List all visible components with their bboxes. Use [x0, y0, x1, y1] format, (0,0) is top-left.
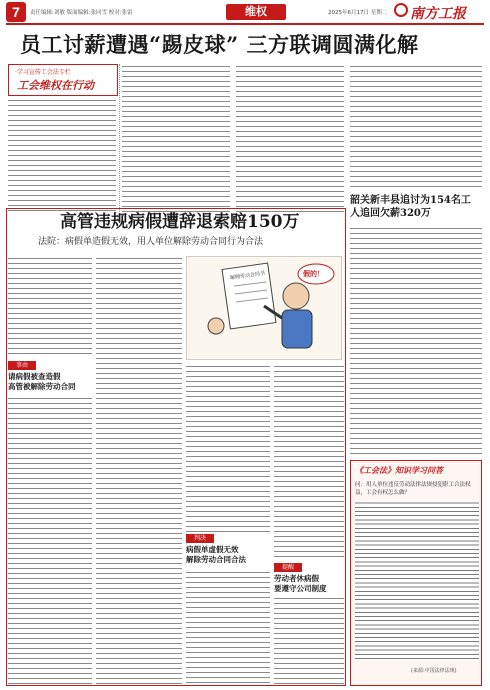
feature-col2-text [96, 256, 182, 684]
issue-date: 2025年6月17日 星期二 [328, 10, 388, 16]
page-number: 7 [12, 4, 20, 20]
judgment-tag-label: 判决 [193, 535, 206, 542]
right-story-body-text [350, 226, 482, 456]
right-story [350, 194, 482, 220]
top-col4-body-text [350, 64, 482, 190]
section-label: 维权 [245, 5, 267, 18]
page-number-badge [6, 2, 26, 22]
case-tag-label: 事由 [15, 362, 28, 369]
column-sidebar [8, 64, 118, 96]
main-headline: 员工讨薪遭遇“踢皮球” 三方联调圆满化解 [20, 32, 419, 57]
qa-box-question: 问：用人单位违反劳动法律法规侵犯职工合法权益，工会有权怎么做？ [355, 482, 471, 496]
feature-col3-text-a [186, 364, 270, 532]
column-title: 工会维权在行动 [17, 79, 94, 92]
feature-headline: 高管违规病假遭辞退索赔150万 [60, 212, 300, 232]
top-col2-body-text [122, 64, 230, 214]
judgment-title: 病假单虚假无效 解除劳动合同合法 [186, 545, 246, 564]
qa-box-title: 《工会法》知识学习问答 [355, 465, 443, 475]
feature-col3-text-b [186, 570, 270, 684]
feature-subheadline: 法院：病假单造假无效，用人单位解除劳动合同行为合法 [38, 237, 264, 247]
feature-col1-text-a [8, 256, 92, 358]
qa-box-source: (来源:中国法律法规) [411, 668, 457, 674]
tip-title: 劳动者休病假 要遵守公司制度 [274, 574, 327, 593]
feature-col4-text-b [274, 596, 344, 684]
top-left-body-text [8, 98, 116, 214]
page-header [0, 0, 490, 28]
top-col3-body-text [236, 64, 344, 214]
feature-col4-text-a [274, 364, 344, 560]
qa-box [350, 460, 482, 686]
tip-tag-label: 提醒 [281, 564, 294, 571]
qa-box-answer-text [355, 501, 479, 661]
judgment-tag [186, 534, 214, 543]
feature-col1-text-b [8, 396, 92, 684]
brand-logo: 南方工报 [410, 6, 466, 22]
right-story-headline: 韶关新丰县追讨为154名工人追回欠薪320万 [350, 195, 471, 219]
staff-credits: 责任编辑:刘敏 版面编辑:张同雪 校对:张雷 [30, 10, 133, 16]
cartoon-illustration [186, 256, 342, 360]
brand-logo-icon [394, 3, 408, 17]
header-rule [6, 23, 484, 25]
case-title: 请病假被查造假 高管被解除劳动合同 [8, 372, 76, 391]
column-kicker: ·学习宣传工会法专栏 [15, 69, 71, 76]
cartoon-speech-bubble: 假的！ [303, 270, 324, 278]
cartoon-document-label: 解聘劳动合同书 [229, 270, 266, 282]
case-tag [8, 361, 36, 370]
tip-tag [274, 563, 302, 572]
section-tab [226, 4, 286, 20]
column-divider [119, 64, 120, 214]
